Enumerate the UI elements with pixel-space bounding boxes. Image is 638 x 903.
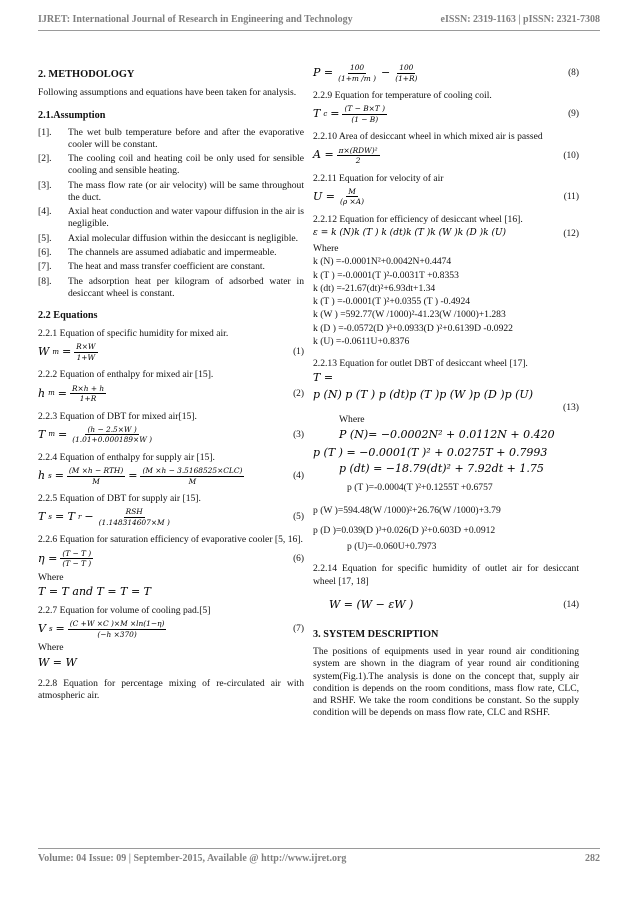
- eq13-number: (13): [563, 401, 579, 413]
- right-column: [313, 62, 579, 724]
- p-line: p (D )=0.039(D )³+0.026(D )²+0.603D +0.0912: [313, 524, 496, 536]
- eq12-formula: ε = k (N)k (T ) k (dt)k (T )k (W )k (D )k (U): [313, 228, 507, 239]
- eq11: [313, 186, 579, 208]
- eq7-heading: 2.2.7 Equation for volume of cooling pad.[5]: [38, 605, 211, 617]
- eq13-rhs: p (N) p (T ) p (dt)p (T )p (W )p (D )p (U): [313, 387, 533, 401]
- k-line: k (D ) =-0.0572(D )³+0.0933(D )²+0.6139D -0.0922: [313, 322, 513, 334]
- k-line: k (U) =-0.0611U+0.8376: [313, 335, 410, 347]
- p-line: p (T ) = −0.0001(T )² + 0.0275T + 0.7993: [313, 446, 548, 460]
- p-line: p (U)=-0.060U+0.7973: [347, 541, 437, 553]
- k-line: k (N) =-0.0001N²+0.0042N+0.4474: [313, 256, 452, 268]
- assumption-list: [38, 127, 304, 300]
- eq9-formula: T c = $\frac{(T - B\times T )}{(1 - B)}$: [313, 104, 385, 124]
- p-line: p (T )=-0.0004(T )²+0.1255T +0.6757: [347, 482, 493, 494]
- where1-formula: T = T and T = T = T: [38, 584, 151, 598]
- eq13-heading: 2.2.13 Equation for outlet DBT of desiccant wheel [17].: [313, 358, 528, 370]
- page-header: [38, 14, 600, 31]
- journal-title: IJRET: International Journal of Research in Engineering and Technology: [38, 14, 353, 25]
- assumption-item: [2]. The cooling coil and heating coil be only used for sensible cooling and sensible heating.: [38, 153, 304, 177]
- eq12-heading: 2.2.12 Equation for efficiency of desiccant wheel [16].: [313, 213, 523, 225]
- eq6-heading: 2.2.6 Equation for saturation efficiency of evaporative cooler [5, 16].: [38, 534, 303, 546]
- assumption-item: [8]. The adsorption heat per kilogram of adsorbed water in desiccant wheel is constant.: [38, 275, 304, 299]
- eq8: [313, 62, 579, 84]
- eq4-number: (4): [293, 471, 304, 482]
- eq1-formula: W m = $\frac{R\times W}{1+W}$: [38, 342, 96, 362]
- assumption-item: [1]. The wet bulb temperature before and after the evaporative cooler will be constant.: [38, 126, 304, 150]
- methodology-heading: 2. METHODOLOGY: [38, 69, 135, 80]
- k-coefficients: [313, 256, 579, 348]
- equations-heading: 2.2 Equations: [38, 310, 98, 322]
- assumption-item: [3]. The mass flow rate (or air velocity) will be same throughout the duct.: [38, 179, 304, 203]
- eq9-number: (9): [568, 109, 579, 120]
- eq12: [313, 227, 579, 241]
- eq8-number: (8): [568, 67, 579, 78]
- eq4-formula: h s = $\frac{\text{(M ×h − RTH)}}{M}$ = $\frac{\text{(M ×h − 3.5168525×CLC)}}{M}$: [38, 466, 243, 486]
- eq14-formula: W = (W − εW ): [329, 597, 414, 611]
- k-line: k (dt) =-21.67(dt)²+6.93dt+1.34: [313, 282, 436, 294]
- eq9: [313, 103, 579, 125]
- eq2-heading: 2.2.2 Equation of enthalpy for mixed air [15].: [38, 369, 214, 381]
- eq12-number: (12): [563, 229, 579, 240]
- eq5-formula: T s = T r − $\frac{\text{RSH}}{(1.148314607\times M )}$: [38, 507, 170, 527]
- eq3-number: (3): [293, 429, 304, 440]
- eq11-formula: U = $\frac{M}{(\rho \times A)}$: [313, 186, 364, 207]
- assumption-item: [4]. Axial heat conduction and water vapour diffusion in the air is negligible.: [38, 206, 304, 230]
- eq2-formula: h m = $\frac{R\times h + h}{1+R}$: [38, 383, 105, 404]
- eq6: [38, 548, 304, 570]
- assumption-item: [7]. The heat and mass transfer coefficient are constant.: [38, 261, 265, 273]
- system-description-text: The positions of equipments used in year round air conditioning system are shown in the diagram of year round air conditioning system(Fig.1).The analysis is done on the concept that, supply air condition is depends on the room conditions, mass flow rate, CLC, and RSHF. We take the room conditions be constant. So the supply condition will be depends on mass flow rate, CLC and RSHF.: [313, 646, 579, 719]
- k-line: k (T ) =-0.0001(T )²-0.0031T +0.8353: [313, 269, 459, 281]
- where-label: Where: [313, 243, 339, 255]
- eq7-number: (7): [293, 624, 304, 635]
- where-label: Where: [339, 413, 365, 425]
- eq5-number: (5): [293, 512, 304, 523]
- eq3-heading: 2.2.3 Equation of DBT for mixed air[15].: [38, 410, 197, 422]
- eq8-formula: P = $\frac{100}{(1+m /m )}$ − $\frac{100}{(1+R)}$: [313, 63, 418, 83]
- eq2-number: (2): [293, 388, 304, 399]
- eq14-number: (14): [563, 599, 579, 610]
- eq1-number: (1): [293, 347, 304, 358]
- eq10-formula: A = $\frac{\text{π×(RDW)²}}{2}$: [313, 145, 378, 166]
- eq8-heading: 2.2.8 Equation for percentage mixing of re-circulated air with atmospheric air.: [38, 677, 304, 701]
- methodology-text: Following assumptions and equations have been taken for analysis.: [38, 87, 297, 99]
- eq5: [38, 506, 304, 528]
- eq10-number: (10): [563, 150, 579, 161]
- where2-formula: W = W: [38, 655, 77, 669]
- eq6-formula: η = $\frac{(T - T )}{(T - T )}$: [38, 548, 92, 569]
- assumption-heading: 2.1.Assumption: [38, 109, 106, 121]
- eq7: [38, 618, 304, 640]
- eq3: [38, 424, 304, 446]
- k-line: k (T ) =-0.0001(T )²+0.0355 (T ) -0.4924: [313, 296, 471, 308]
- page-footer: [38, 848, 600, 866]
- p-line: P (N)= −0.0002N² + 0.0112N + 0.420: [339, 428, 555, 442]
- eq3-formula: T m = $\frac{(h - 2.5\times W )}{(1.01+0.000189\times W )}$: [38, 424, 153, 445]
- eq9-heading: 2.2.9 Equation for temperature of cooling coil.: [313, 90, 492, 101]
- page-number: 282: [585, 853, 600, 864]
- k-line: k (W ) =592.77(W /1000)²-41.23(W /1000)+1.283: [313, 309, 506, 321]
- eq14-heading: 2.2.14 Equation for specific humidity of outlet air for desiccant wheel [17, 18]: [313, 563, 579, 587]
- eq7-formula: V s = $\frac{(C +W \times C )\times M \times\ln(1-\eta)}{(-h \times 370)}$: [38, 619, 165, 639]
- p-coefficients: [313, 428, 579, 553]
- volume-info: Volume: 04 Issue: 09 | September-2015, Available @ http://www.ijret.org: [38, 853, 347, 864]
- eq13-lhs: T =: [313, 371, 334, 385]
- eq4-heading: 2.2.4 Equation of enthalpy for supply air [15].: [38, 451, 215, 463]
- assumption-item: [5]. Axial molecular diffusion within the desiccant is negligible.: [38, 232, 299, 244]
- eq11-heading: 2.2.11 Equation for velocity of air: [313, 172, 444, 184]
- left-column: [38, 68, 304, 706]
- where-label: Where: [38, 571, 64, 583]
- eq2: [38, 383, 304, 405]
- eq10: [313, 145, 579, 167]
- p-line: p (W )=594.48(W /1000)²+26.76(W /1000)+3.79: [313, 504, 501, 516]
- eq4: [38, 465, 304, 487]
- eq1: [38, 341, 304, 363]
- p-line: p (dt) = −18.79(dt)² + 7.92dt + 1.75: [339, 462, 544, 476]
- where-label: Where: [38, 642, 64, 654]
- system-description-heading: 3. SYSTEM DESCRIPTION: [313, 628, 439, 640]
- assumption-item: [6]. The channels are assumed adiabatic and impermeable.: [38, 247, 277, 259]
- eq10-heading: 2.2.10 Area of desiccant wheel in which mixed air is passed: [313, 131, 543, 143]
- eq14: [313, 594, 579, 616]
- eq11-number: (11): [563, 191, 579, 202]
- eq1-heading: 2.2.1 Equation of specific humidity for mixed air.: [38, 328, 229, 340]
- issn: eISSN: 2319-1163 | pISSN: 2321-7308: [440, 14, 600, 25]
- eq5-heading: 2.2.5 Equation of DBT for supply air [15].: [38, 493, 201, 505]
- eq6-number: (6): [293, 553, 304, 564]
